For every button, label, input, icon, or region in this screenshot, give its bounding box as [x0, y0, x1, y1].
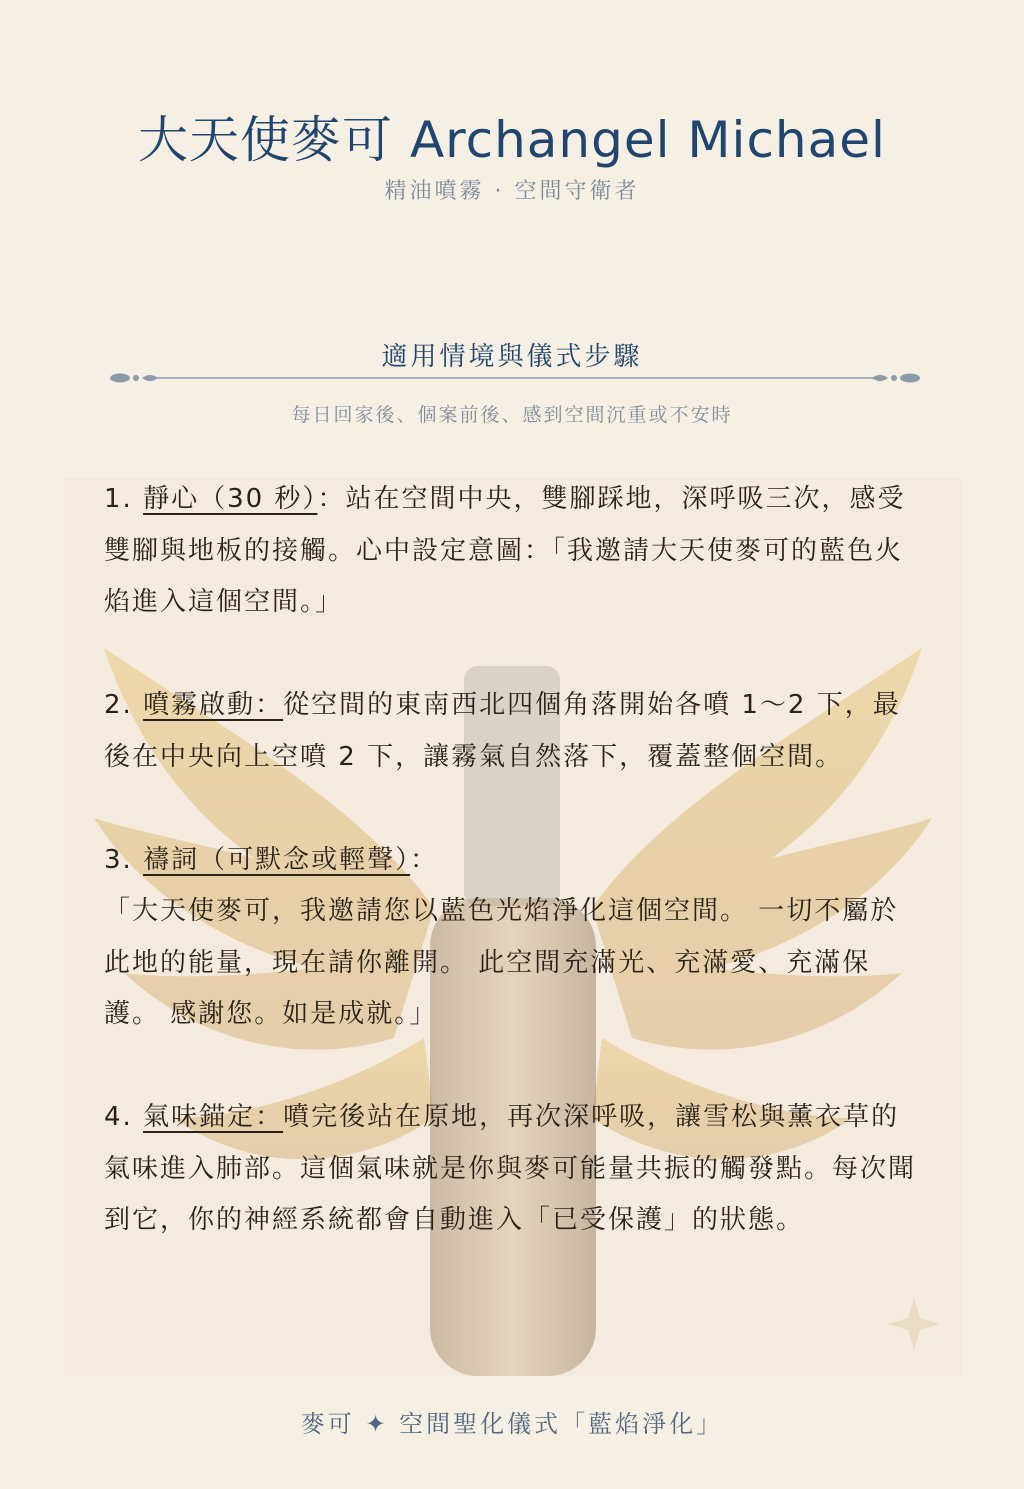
page-subtitle: 精油噴霧 · 空間守衛者 [384, 179, 640, 204]
step-4: 4. 氣味錨定：噴完後站在原地，再次深呼吸，讓雪松與薰衣草的氣味進入肺部。這個氣味就是你與麥可能量共振的觸發點。每次聞到它，你的神經系統都會自動進入「已受保護」的狀態。 [104, 1102, 917, 1235]
step-3: 3. 禱詞（可默念或輕聲）： 「大天使麥可，我邀請您以藍色光焰淨化這個空間。 一切不屬於此地的能量，現在請你離開。 此空間充滿光、充滿愛、充滿保護。 感謝您。如是成就。」 [104, 844, 899, 1029]
ornamental-divider [106, 368, 924, 388]
footer-caption: 麥可 ✦ 空間聖化儀式「藍焰淨化」 [300, 1410, 724, 1438]
step-3-text: ： 「大天使麥可，我邀請您以藍色光焰淨化這個空間。 一切不屬於此地的能量，現在請你離開。 此空間充滿光、充滿愛、充滿保護。 感謝您。如是成就。」 [104, 844, 899, 1029]
step-2-heading: 噴霧啟動： [143, 690, 284, 720]
header [0, 108, 1024, 205]
sparkle-icon [888, 1298, 940, 1350]
step-3-heading: 禱詞（可默念或輕聲） [143, 844, 411, 875]
step-4-text: 噴完後站在原地，再次深呼吸，讓雪松與薰衣草的氣味進入肺部。這個氣味就是你與麥可能量共振的觸發點。每次聞到它，你的神經系統都會自動進入「已受保護」的狀態。 [104, 1102, 917, 1235]
step-4-heading: 氣味錨定： [143, 1102, 284, 1132]
ritual-steps [104, 474, 926, 1298]
step-1-heading: 靜心（30 秒） [143, 484, 318, 514]
step-2: 2. 噴霧啟動：從空間的東南西北四個角落開始各噴 1～2 下，最後在中央向上空噴 2 下，讓霧氣自然落下，覆蓋整個空間。 [104, 690, 901, 772]
step-2-text: 從空間的東南西北四個角落開始各噴 1～2 下，最後在中央向上空噴 2 下，讓霧氣自然落下，覆蓋整個空間。 [104, 690, 901, 772]
step-1-text: ：站在空間中央，雙腳踩地，深呼吸三次，感受雙腳與地板的接觸。心中設定意圖：「我邀請大天使麥可的藍色火焰進入這個空間。」 [104, 484, 906, 617]
section-title: 適用情境與儀式步驟 [381, 342, 643, 372]
scenario-text: 每日回家後、個案前後、感到空間沉重或不安時 [291, 404, 733, 426]
step-1: 1. 靜心（30 秒）：站在空間中央，雙腳踩地，深呼吸三次，感受雙腳與地板的接觸。心中設定意圖：「我邀請大天使麥可的藍色火焰進入這個空間。」 [104, 484, 906, 617]
page-title: 大天使麥可 Archangel Michael [138, 111, 886, 169]
